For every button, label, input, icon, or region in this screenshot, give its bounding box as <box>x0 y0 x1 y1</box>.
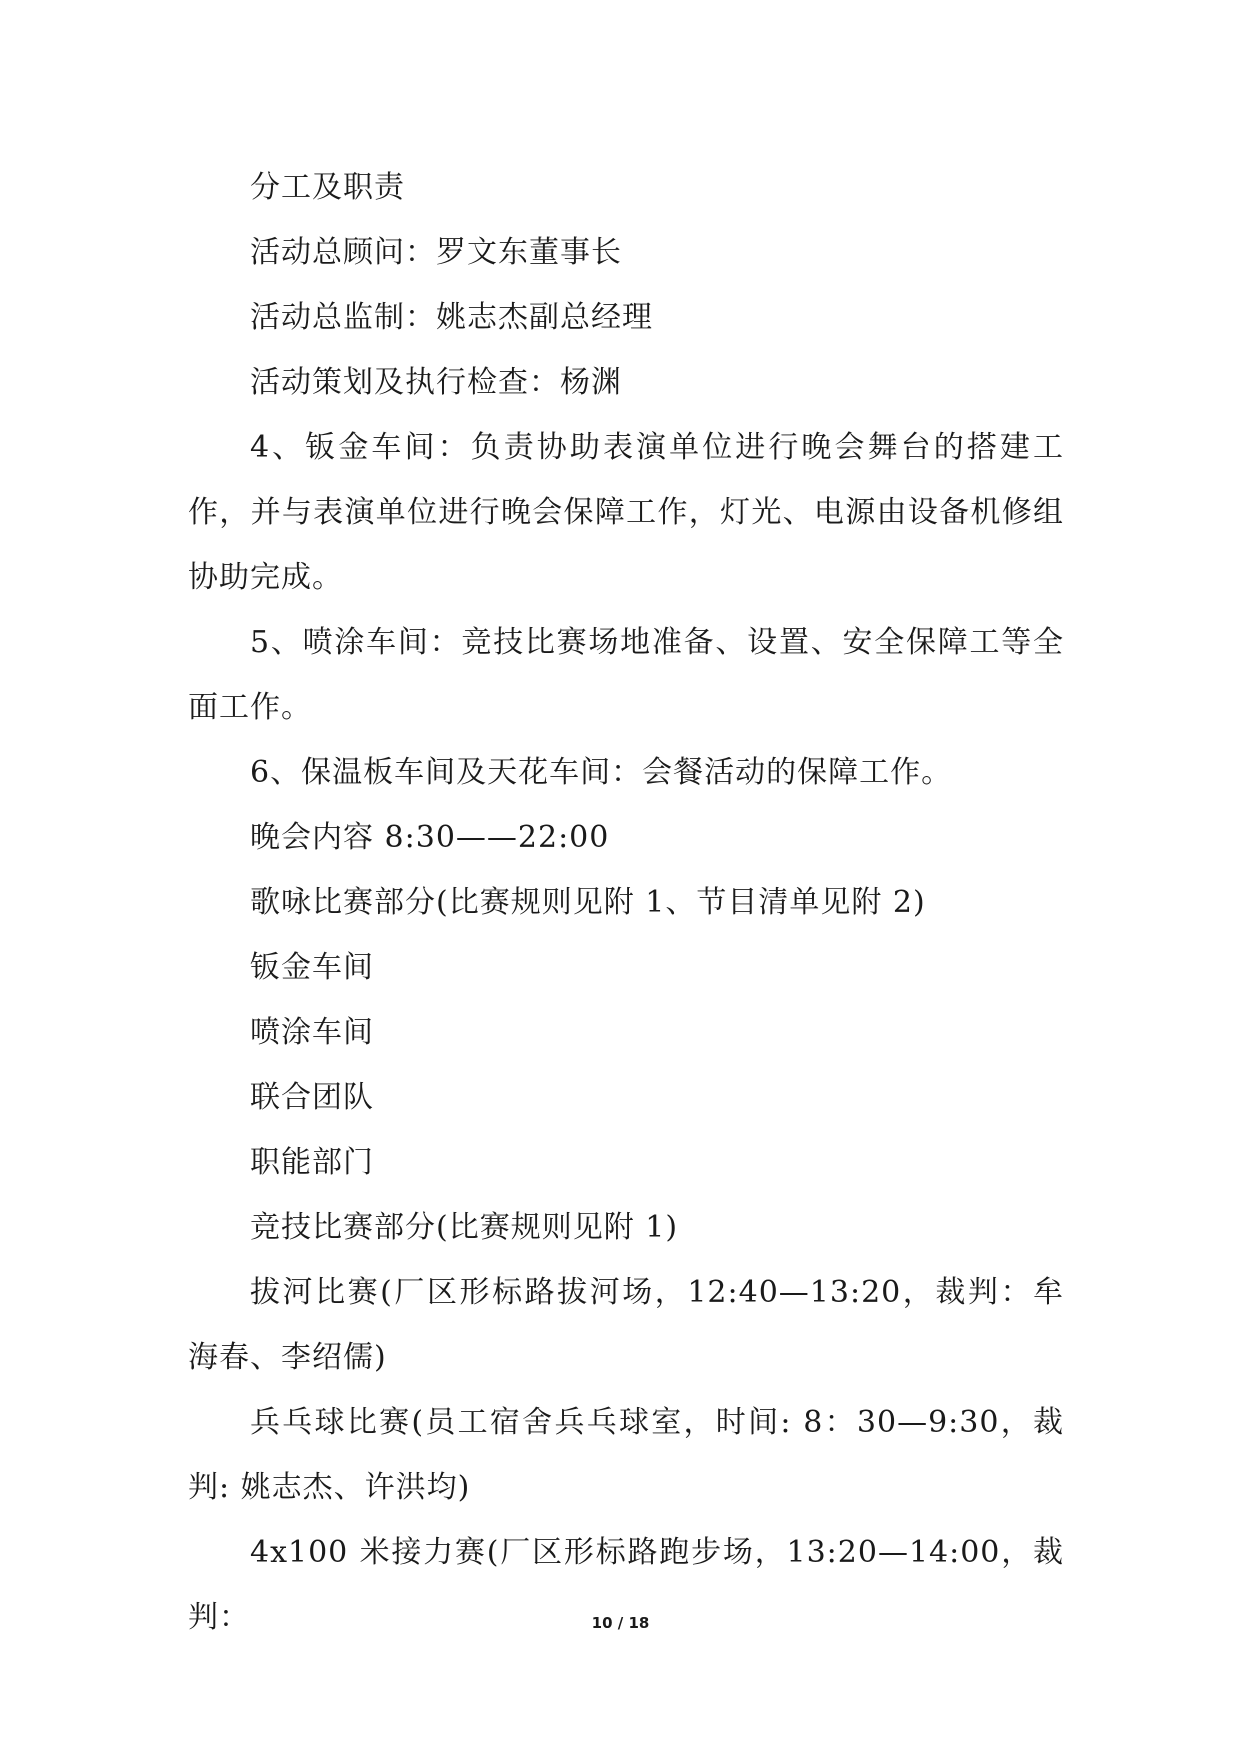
page-number: 10 / 18 <box>591 1614 650 1632</box>
paragraph-evening-program: 晚会内容 8:30——22:00 <box>250 820 610 855</box>
paragraph-team-joint: 联合团队 <box>250 1080 374 1115</box>
paragraph-singing-contest: 歌咏比赛部分(比赛规则见附 1、节目清单见附 2) <box>250 885 926 920</box>
paragraph-sports-contest: 竞技比赛部分(比赛规则见附 1) <box>250 1210 679 1245</box>
document-body <box>188 155 1064 1650</box>
paragraph-item-4-sheet-metal: 4、钣金车间：负责协助表演单位进行晚会舞台的搭建工作，并与表演单位进行晚会保障工作，灯光、电源由设备机修组协助完成。 <box>188 430 1064 595</box>
paragraph-relay-race: 4x100 米接力赛(厂区形标路跑步场，13:20—14:00，裁判： <box>188 1535 1064 1635</box>
paragraph-division-of-duties: 分工及职责 <box>250 170 405 205</box>
paragraph-tug-of-war: 拔河比赛(厂区形标路拔河场，12:40—13:20，裁判：牟海春、李绍儒) <box>188 1275 1064 1375</box>
paragraph-team-sheet-metal: 钣金车间 <box>250 950 374 985</box>
paragraph-item-6-insulation: 6、保温板车间及天花车间：会餐活动的保障工作。 <box>250 755 953 790</box>
paragraph-planning-inspection: 活动策划及执行检查：杨渊 <box>250 365 622 400</box>
paragraph-item-5-spray: 5、喷涂车间：竞技比赛场地准备、设置、安全保障工等全面工作。 <box>188 625 1064 725</box>
paragraph-team-spray: 喷涂车间 <box>250 1015 374 1050</box>
paragraph-table-tennis: 兵乓球比赛(员工宿舍兵乓球室，时间: 8：30—9:30，裁判: 姚志杰、许洪均) <box>188 1405 1064 1505</box>
paragraph-team-functional: 职能部门 <box>250 1145 374 1180</box>
paragraph-general-supervisor: 活动总监制：姚志杰副总经理 <box>250 300 653 335</box>
paragraph-general-advisor: 活动总顾问：罗文东董事长 <box>250 235 622 270</box>
